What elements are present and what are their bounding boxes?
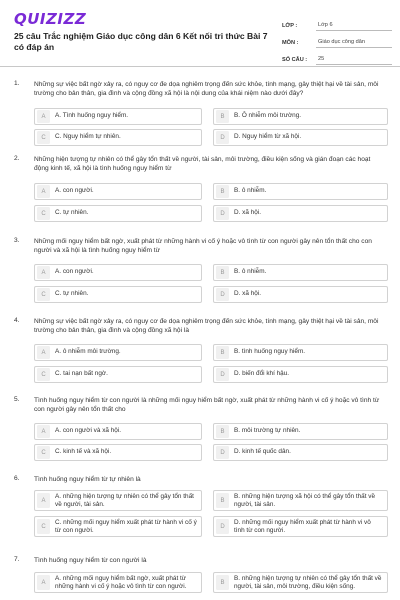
question-text: Những sự việc bất ngờ xảy ra, có nguy cơ đe dọa nghiêm trọng đến sức khỏe, tính mạng, gây thiệt hại về tài sản, môi trường cho bản thân, gia đình và cộng đồng xã hội là [34, 318, 379, 335]
option-letter: C [37, 446, 50, 459]
header-divider [0, 66, 400, 67]
option-letter: C [37, 207, 50, 220]
question-text: Những mối nguy hiểm bất ngờ, xuất phát từ những hành vi cố ý hoặc vô tình từ con người gây nên tổn thất cho con người và xã hội là tình huống nguy hiểm từ [34, 238, 372, 255]
option-text: C. những mối nguy hiểm xuất phát từ hành vi cố ý từ con người. [55, 519, 197, 535]
option-letter: D [216, 288, 229, 301]
question-number: 3. [14, 237, 20, 244]
question-number: 5. [14, 396, 20, 403]
option-b[interactable] [213, 183, 388, 200]
option-text: C. tai nạn bất ngờ. [55, 370, 108, 378]
option-c[interactable] [34, 366, 202, 383]
meta-row-count [282, 48, 392, 65]
option-text: A. con người. [55, 268, 94, 276]
option-text: A. Tình huống nguy hiểm. [55, 112, 129, 120]
option-b[interactable] [213, 108, 388, 125]
question-number: 2. [14, 155, 20, 162]
option-text: C. Nguy hiểm tự nhiên. [55, 133, 121, 141]
option-text: B. những hiện tượng tự nhiên có thể gây tổn thất về người, tài sản, môi trường, điều kiện sống. [234, 575, 382, 591]
option-c[interactable] [34, 205, 202, 222]
option-a[interactable] [34, 344, 202, 361]
option-text: D. kinh tế quốc dân. [234, 448, 291, 456]
meta-value-grade: Lớp 6 [316, 22, 392, 31]
option-letter: D [216, 368, 229, 381]
option-letter: C [37, 368, 50, 381]
option-a[interactable] [34, 490, 202, 511]
option-letter: B [216, 575, 229, 590]
option-d[interactable] [213, 286, 388, 303]
option-b[interactable] [213, 423, 388, 440]
option-text: A. con người. [55, 187, 94, 195]
question-number: 1. [14, 80, 20, 87]
option-b[interactable] [213, 344, 388, 361]
option-text: B. ô nhiễm. [234, 187, 267, 195]
option-a[interactable] [34, 572, 202, 593]
option-a[interactable] [34, 423, 202, 440]
option-text: B. môi trường tự nhiên. [234, 427, 301, 435]
quizizz-logo: QUIZIZZ [14, 10, 87, 28]
option-text: B. tình huống nguy hiểm. [234, 348, 306, 356]
option-c[interactable] [34, 444, 202, 461]
option-letter: A [37, 493, 50, 508]
option-letter: A [37, 185, 50, 198]
question-text: Tình huống nguy hiểm từ con người là những mối nguy hiểm bất ngờ, xuất phát từ những hành vi cố ý hoặc vô tình từ con người gây nên tổn thất cho [34, 397, 380, 414]
option-letter: B [216, 266, 229, 279]
option-c[interactable] [34, 286, 202, 303]
option-text: C. tự nhiên. [55, 290, 89, 298]
question-number: 7. [14, 556, 20, 563]
option-text: A. con người và xã hội. [55, 427, 122, 435]
option-letter: B [216, 493, 229, 508]
option-letter: B [216, 425, 229, 438]
question-text: Những hiện tượng tự nhiên có thể gây tổn thất về người, tài sản, môi trường, điều kiện sống và gián đoạn các hoạt động kinh tế, xã hội là tình huống nguy hiểm từ [34, 156, 371, 173]
option-text: D. xã hội. [234, 290, 261, 298]
question-text: Những sự việc bất ngờ xảy ra, có nguy cơ đe dọa nghiêm trọng đến sức khỏe, tính mạng, gây thiệt hại về tài sản, môi trường cho bản thân, gia đình và cộng đồng xã hội là nội dung của khái niệm nào dưới đây? [34, 81, 379, 98]
option-letter: D [216, 131, 229, 144]
option-letter: A [37, 575, 50, 590]
meta-row-grade [282, 14, 392, 31]
option-d[interactable] [213, 129, 388, 146]
meta-key: LỚP : [282, 23, 298, 29]
worksheet-meta [282, 14, 392, 65]
option-b[interactable] [213, 572, 388, 593]
worksheet-title: 25 câu Trắc nghiệm Giáo dục công dân 6 Kết nối tri thức Bài 7 có đáp án [14, 31, 268, 52]
option-d[interactable] [213, 366, 388, 383]
option-a[interactable] [34, 108, 202, 125]
option-b[interactable] [213, 490, 388, 511]
option-d[interactable] [213, 444, 388, 461]
question-number: 4. [14, 317, 20, 324]
question-text: Tình huống nguy hiểm từ con người là [34, 557, 147, 564]
option-text: A. những hiện tượng tự nhiên có thể gây tổn thất về người, tài sản. [55, 493, 194, 509]
option-a[interactable] [34, 264, 202, 281]
option-text: D. Nguy hiểm từ xã hội. [234, 133, 302, 141]
option-letter: D [216, 207, 229, 220]
option-letter: A [37, 110, 50, 123]
option-letter: C [37, 131, 50, 144]
option-text: D. xã hội. [234, 209, 261, 217]
option-letter: C [37, 519, 50, 534]
option-text: C. tự nhiên. [55, 209, 89, 217]
option-letter: D [216, 446, 229, 459]
question-number: 6. [14, 475, 20, 482]
option-letter: B [216, 185, 229, 198]
option-letter: A [37, 266, 50, 279]
meta-key: MÔN : [282, 40, 299, 46]
meta-key: SỐ CÂU : [282, 57, 308, 63]
option-text: D. biến đổi khí hậu. [234, 370, 290, 378]
meta-row-subject [282, 31, 392, 48]
option-a[interactable] [34, 183, 202, 200]
option-text: A. những mối nguy hiểm bất ngờ, xuất phát từ những hành vi cố ý hoặc vô tình từ con người. [55, 575, 187, 591]
option-text: D. những mối nguy hiểm xuất phát từ hành vi vô tình từ con người. [234, 519, 371, 535]
option-c[interactable] [34, 129, 202, 146]
option-c[interactable] [34, 516, 202, 537]
question-text: Tình huống nguy hiểm từ tự nhiên là [34, 476, 141, 483]
meta-value-count: 25 [316, 56, 392, 65]
meta-value-subject: Giáo dục công dân [316, 39, 392, 48]
option-letter: D [216, 519, 229, 534]
option-text: A. ô nhiễm môi trường. [55, 348, 121, 356]
option-letter: C [37, 288, 50, 301]
option-text: C. kinh tế và xã hội. [55, 448, 112, 456]
option-letter: B [216, 346, 229, 359]
option-text: B. ô nhiễm. [234, 268, 267, 276]
option-letter: A [37, 425, 50, 438]
option-text: B. Ô nhiễm môi trường. [234, 112, 302, 120]
option-b[interactable] [213, 264, 388, 281]
option-letter: A [37, 346, 50, 359]
option-d[interactable] [213, 516, 388, 537]
option-letter: B [216, 110, 229, 123]
option-d[interactable] [213, 205, 388, 222]
option-text: B. những hiện tượng xã hội có thể gây tổn thất về người, tài sản. [234, 493, 376, 509]
